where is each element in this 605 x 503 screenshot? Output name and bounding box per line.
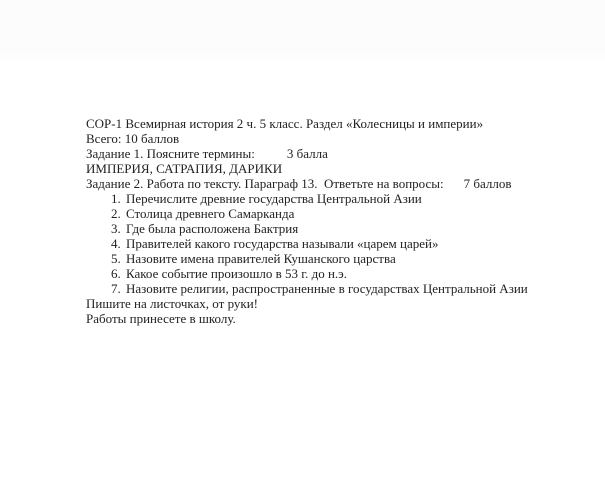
question-item: 7. Назовите религии, распространенные в государствах Центральной Азии: [124, 281, 570, 296]
question-item: 2. Столица древнего Самарканда: [124, 206, 570, 221]
task1-heading: [86, 146, 570, 161]
task2-points: 7 баллов: [463, 176, 512, 191]
task2-heading: [86, 176, 570, 191]
task1-label: Задание 1. Поясните термины:: [86, 146, 255, 161]
task1-points: 3 балла: [286, 146, 328, 161]
terms-line: ИМПЕРИЯ, САТРАПИЯ, ДАРИКИ: [86, 161, 283, 176]
question-item: 3. Где была расположена Бактрия: [124, 221, 570, 236]
top-band: [0, 0, 605, 63]
question-list: [86, 191, 570, 296]
assignment-document: [86, 116, 570, 326]
footer-note-2: Работы принесете в школу.: [86, 311, 236, 326]
question-item: 4. Правителей какого государства называли «царем царей»: [124, 236, 570, 251]
document-title: СОР-1 Всемирная история 2 ч. 5 класс. Раздел «Колесницы и империи»: [86, 116, 484, 131]
question-item: 1. Перечислите древние государства Центральной Азии: [124, 191, 570, 206]
footer-note-1: Пишите на листочках, от руки!: [86, 296, 258, 311]
question-item: 6. Какое событие произошло в 53 г. до н.э.: [124, 266, 570, 281]
total-points-line: Всего: 10 баллов: [86, 131, 180, 146]
task2-label: Задание 2. Работа по тексту. Параграф 13. Ответьте на вопросы:: [86, 176, 444, 191]
question-item: 5. Назовите имена правителей Кушанского царства: [124, 251, 570, 266]
